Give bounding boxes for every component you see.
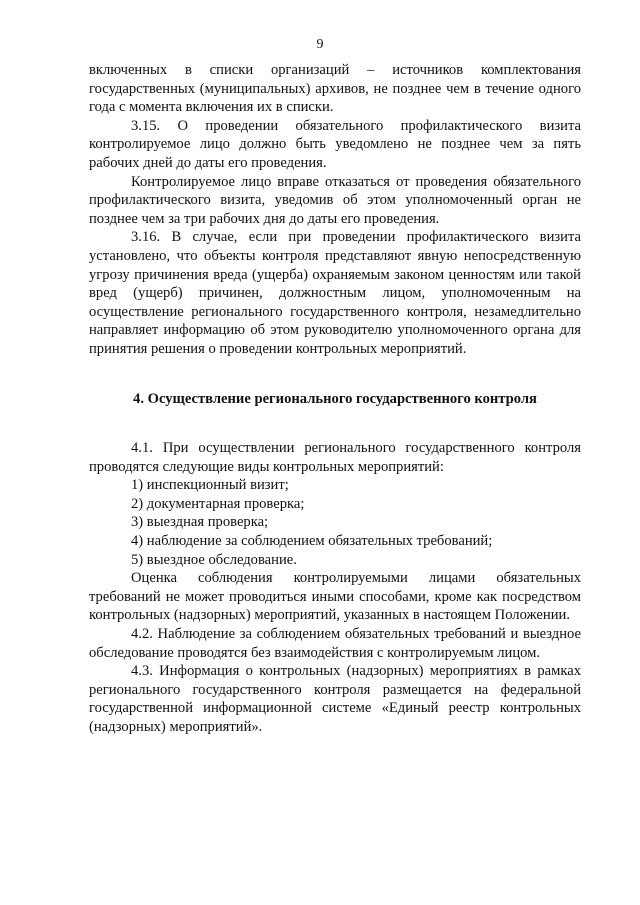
page-number: 9 <box>316 37 324 52</box>
section-heading: 4. Осуществление регионального государственного контроля <box>133 390 537 407</box>
list-item: 4) наблюдение за соблюдением обязательных требований; <box>131 533 493 550</box>
list-item: 2) документарная проверка; <box>131 495 305 512</box>
paragraph-continuation: включенных в списки организаций – источников комплектования государственных (муниципальных) архивов, не позднее чем в течение одного года с момента включения их в списки. <box>89 62 581 116</box>
list-item: 5) выездное обследование. <box>131 551 297 568</box>
paragraph-4-1: 4.1. При осуществлении регионального государственного контроля проводятся следующие виды контрольных мероприятий: <box>89 440 581 475</box>
paragraph-4-3: 4.3. Информация о контрольных (надзорных) мероприятиях в рамках регионального государственного контроля размещается на федеральной государственной информационной системе «Единый реестр контрольных (надзорных) мероприятий». <box>89 663 581 735</box>
paragraph-refusal: Контролируемое лицо вправе отказаться от проведения обязательного профилактического визита, уведомив об этом уполномоченный орган не позднее чем за три рабочих дня до даты его проведения. <box>89 173 581 227</box>
paragraph-3-16: 3.16. В случае, если при проведении профилактического визита установлено, что объекты контроля представляют явную непосредственную угрозу причинения вреда (ущерба) охраняемым законом ценностям или такой вред (ущерб) причинен, должностным лицом, уполномоченным на осуществление регионального государственного контроля, незамедлительно направляет информацию об этом руководителю уполномоченного органа для принятия решения о проведении контрольных мероприятий. <box>89 229 581 357</box>
list-item: 1) инспекционный визит; <box>131 477 289 494</box>
paragraph-3-15: 3.15. О проведении обязательного профилактического визита контролируемое лицо должно быть уведомлено не позднее чем за пять рабочих дней до даты его проведения. <box>89 117 581 171</box>
list-item: 3) выездная проверка; <box>131 514 269 531</box>
paragraph-assessment: Оценка соблюдения контролируемыми лицами обязательных требований не может проводиться иными способами, кроме как посредством контрольных (надзорных) мероприятий, указанных в настоящем Положении. <box>89 570 581 624</box>
paragraph-4-2: 4.2. Наблюдение за соблюдением обязательных требований и выездное обследование проводятся без взаимодействия с контролируемым лицом. <box>89 626 581 661</box>
document-body <box>89 61 581 737</box>
